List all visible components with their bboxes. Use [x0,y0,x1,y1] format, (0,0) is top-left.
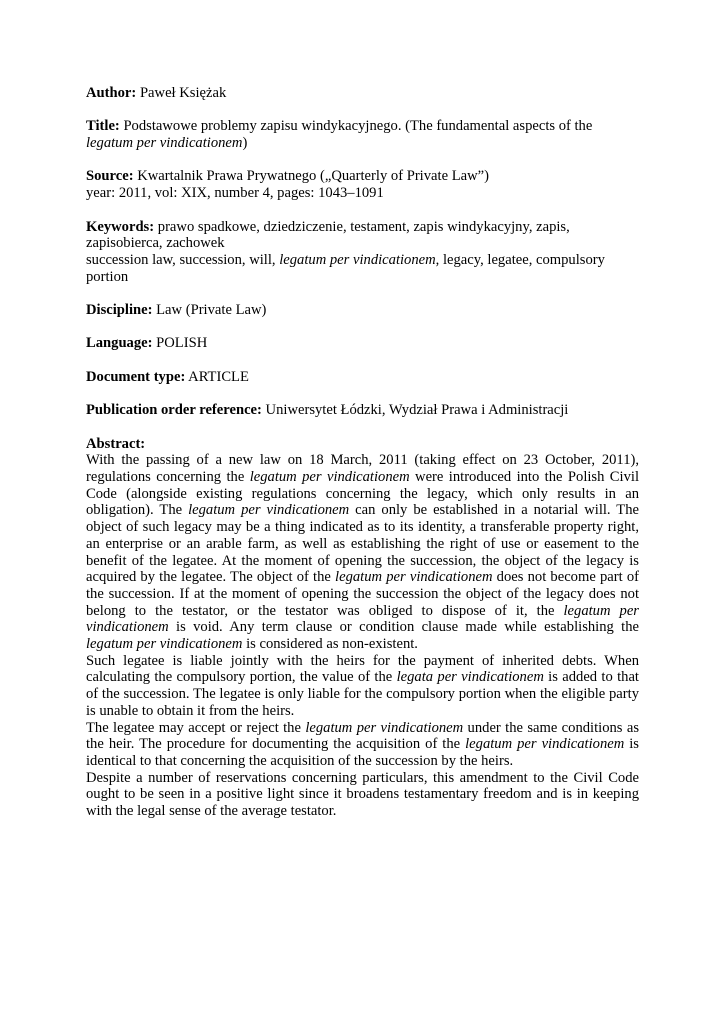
language-field [86,335,639,352]
document-type-field [86,369,639,386]
keywords-english-italic: legatum per vindicationem [279,251,436,268]
source-value: Kwartalnik Prawa Prywatnego („Quarterly of Private Law”) [137,168,489,185]
abstract-text: does not become part of the succession. If at the moment of opening the succession the object of the legacy does not belong to the testator, or the testator was obliged to dispose of it, the [86,569,639,619]
abstract-text: The legatee may accept or reject the [86,719,306,736]
publication-order-value: Uniwersytet Łódzki, Wydział Prawa i Administracji [265,402,569,419]
italic-term: legatum per vindicationem [86,602,639,636]
author-field [86,85,639,102]
abstract-label: Abstract: [86,435,146,452]
keywords-english: succession law, succession, will, [86,251,276,268]
abstract-paragraph [86,720,639,770]
keywords-field [86,219,639,286]
discipline-field [86,302,639,319]
abstract-paragraph [86,653,639,720]
source-field [86,168,639,201]
abstract-text: is identical to that concerning the acquisition of the succession by the heirs. [86,736,639,769]
publication-order-label: Publication order reference: [86,402,262,419]
keywords-english-end: , legacy, legatee, compulsory portion [86,251,605,285]
italic-term: legatum per vindicationem [465,736,625,753]
italic-term: legatum per vindicationem [249,469,410,486]
abstract-text: under the same conditions as the heir. The procedure for documenting the acquisition of the [86,719,639,753]
italic-term: legatum per vindicationem [335,569,493,586]
source-details: year: 2011, vol: XIX, number 4, pages: 1043–1091 [86,185,384,202]
source-label: Source: [86,168,134,185]
discipline-value: Law (Private Law) [156,302,267,319]
language-label: Language: [86,335,153,352]
author-value: Paweł Księżak [139,85,227,101]
abstract-text: were introduced into the Polish Civil Code (alongside existing regulations concerning the legacy, which only results in an obligation). The [86,469,639,519]
abstract-text: is considered as non-existent. [242,636,418,653]
abstract-text: With the passing of a new law on 18 March, 2011 (taking effect on 23 October, 2011), regulations concerning the [86,452,639,486]
abstract-section [86,436,639,820]
author-label: Author: [86,85,137,101]
keywords-label: Keywords: [86,218,155,235]
document-type-value: ARTICLE [188,368,249,385]
document-type-label: Document type: [86,368,186,385]
abstract-paragraph [86,770,639,820]
abstract-text: Such legatee is liable jointly with the heirs for the payment of inherited debts. When calculating the compulsory portion, the value of the [86,652,639,686]
publication-order-field [86,402,639,419]
abstract-text: is void. Any term clause or condition clause made while establishing the [168,619,639,636]
italic-term: legatum per vindicationem [86,636,243,653]
italic-term: legatum per vindicationem [305,719,464,736]
title-value-italic: legatum per vindicationem [86,135,243,152]
abstract-text: can only be established in a notarial will. The object of such legacy may be a thing indicated as to its identity, a transferable property right, an enterprise or an arable farm, as well as establishing the right of use or easement to the benefit of the legatee. At the moment of opening the succession, the object of the legacy is acquired by the legatee. The object of the [86,502,639,586]
title-field [86,118,639,151]
title-value: Podstawowe problemy zapisu windykacyjnego. (The fundamental aspects of the [123,118,593,135]
title-label: Title: [86,118,120,135]
title-value-end: ) [242,135,248,152]
keywords-polish: prawo spadkowe, dziedziczenie, testament, zapis windykacyjny, zapis, zapisobierca, zachowek [86,218,570,252]
abstract-paragraph [86,452,639,652]
italic-term: legata per vindicationem [396,669,544,686]
discipline-label: Discipline: [86,302,153,319]
italic-term: legatum per vindicationem [188,502,350,519]
abstract-text: Despite a number of reservations concerning particulars, this amendment to the Civil Code ought to be seen in a positive light since it broadens testamentary freedom and is in keeping with the legal sense of the average testator. [86,769,639,820]
language-value: POLISH [156,335,208,352]
abstract-text: is added to that of the succession. The legatee is only liable for the compulsory portion when the eligible party is unable to obtain it from the heirs. [86,669,639,719]
document-page [86,85,639,820]
